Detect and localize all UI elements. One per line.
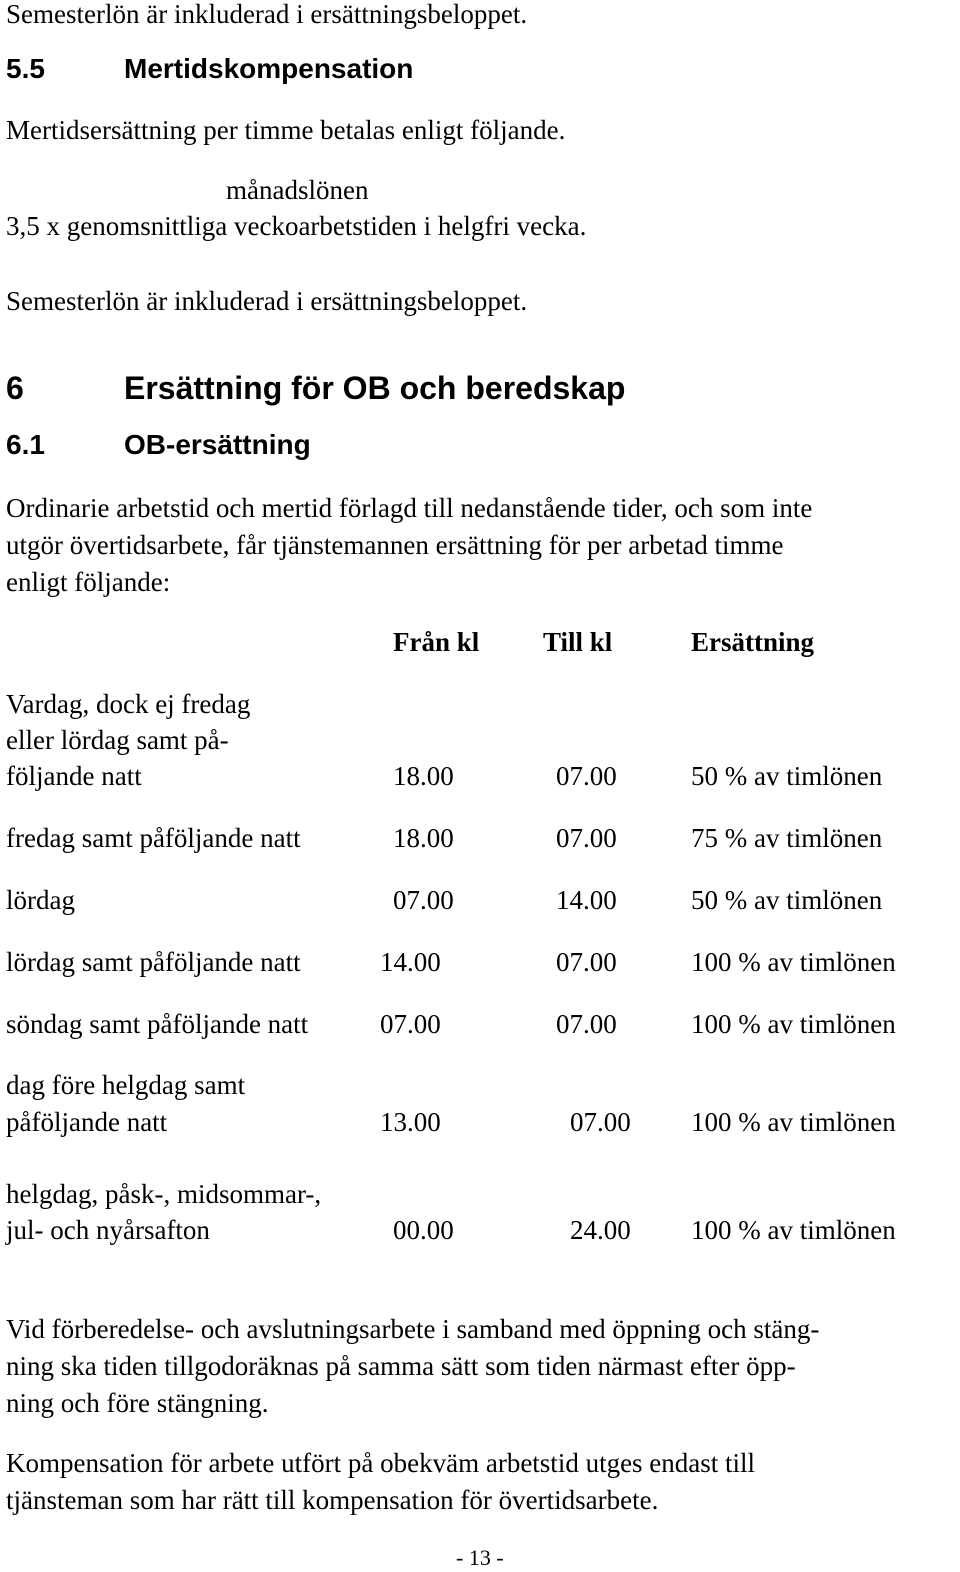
table-row-7-label-line-1: helgdag, påsk-, midsommar-,: [6, 1179, 322, 1209]
table-row-1-label-line-1: Vardag, dock ej fredag: [6, 689, 251, 719]
table-row-1-from: 18.00: [393, 761, 454, 791]
table-row-4-label: lördag samt påföljande natt: [6, 947, 301, 977]
table-header-comp: Ersättning: [691, 627, 815, 657]
table-row-6-comp: 100 % av timlönen: [691, 1107, 896, 1137]
table-row-7-to: 24.00: [570, 1215, 631, 1245]
semester-note-top: Semesterlön är inkluderad i ersättningsbeloppet.: [6, 0, 528, 29]
table-row-5-label: söndag samt påföljande natt: [6, 1009, 309, 1039]
section-6-title: Ersättning för OB och beredskap: [124, 370, 626, 406]
table-row-7-label-line-2: jul- och nyårsafton: [6, 1215, 210, 1245]
intro-line-3: enligt följande:: [6, 567, 171, 597]
mertid-intro: Mertidsersättning per timme betalas enligt följande.: [6, 115, 566, 145]
closing-p2-line-2: tjänsteman som har rätt till kompensation för övertidsarbete.: [6, 1485, 659, 1515]
table-header-to: Till kl: [543, 627, 613, 657]
section-6-number: 6: [6, 370, 24, 406]
table-row-3-label: lördag: [6, 885, 75, 915]
table-row-3-to: 14.00: [556, 885, 617, 915]
formula-denominator: 3,5 x genomsnittliga veckoarbetstiden i helgfri vecka.: [6, 211, 587, 241]
table-header-from: Från kl: [393, 627, 480, 657]
table-row-2-label: fredag samt påföljande natt: [6, 823, 301, 853]
intro-line-1: Ordinarie arbetstid och mertid förlagd till nedanstående tider, och som inte: [6, 493, 813, 523]
table-row-7-from: 00.00: [393, 1215, 454, 1245]
table-row-1-label-line-2: eller lördag samt på-: [6, 725, 229, 755]
section-5-5-title: Mertidskompensation: [124, 53, 414, 84]
table-row-6-from: 13.00: [380, 1107, 441, 1137]
closing-p1-line-1: Vid förberedelse- och avslutningsarbete i samband med öppning och stäng-: [6, 1314, 820, 1344]
table-row-4-from: 14.00: [380, 947, 441, 977]
formula-numerator: månadslönen: [226, 175, 369, 205]
table-row-4-comp: 100 % av timlönen: [691, 947, 896, 977]
table-row-5-from: 07.00: [380, 1009, 441, 1039]
table-row-2-comp: 75 % av timlönen: [691, 823, 883, 853]
section-6-1-number: 6.1: [6, 429, 45, 460]
table-row-1-comp: 50 % av timlönen: [691, 761, 883, 791]
closing-p1-line-3: ning och före stängning.: [6, 1388, 269, 1418]
table-row-6-to: 07.00: [570, 1107, 631, 1137]
table-row-2-to: 07.00: [556, 823, 617, 853]
page-number: - 13 -: [456, 1545, 504, 1570]
table-row-6-label-line-1: dag före helgdag samt: [6, 1070, 246, 1100]
table-row-3-from: 07.00: [393, 885, 454, 915]
section-6-1-title: OB-ersättning: [124, 429, 311, 460]
closing-p2-line-1: Kompensation för arbete utfört på obekväm arbetstid utges endast till: [6, 1448, 756, 1478]
closing-p1-line-2: ning ska tiden tillgodoräknas på samma sätt som tiden närmast efter öpp-: [6, 1351, 796, 1381]
semester-note: Semesterlön är inkluderad i ersättningsbeloppet.: [6, 286, 528, 316]
table-row-6-label-line-2: påföljande natt: [6, 1107, 168, 1137]
table-row-3-comp: 50 % av timlönen: [691, 885, 883, 915]
intro-line-2: utgör övertidsarbete, får tjänstemannen ersättning för per arbetad timme: [6, 530, 784, 560]
table-row-5-to: 07.00: [556, 1009, 617, 1039]
table-row-5-comp: 100 % av timlönen: [691, 1009, 896, 1039]
table-row-1-to: 07.00: [556, 761, 617, 791]
section-5-5-number: 5.5: [6, 53, 45, 84]
table-row-2-from: 18.00: [393, 823, 454, 853]
table-row-4-to: 07.00: [556, 947, 617, 977]
table-row-7-comp: 100 % av timlönen: [691, 1215, 896, 1245]
table-row-1-label-line-3: följande natt: [6, 761, 142, 791]
